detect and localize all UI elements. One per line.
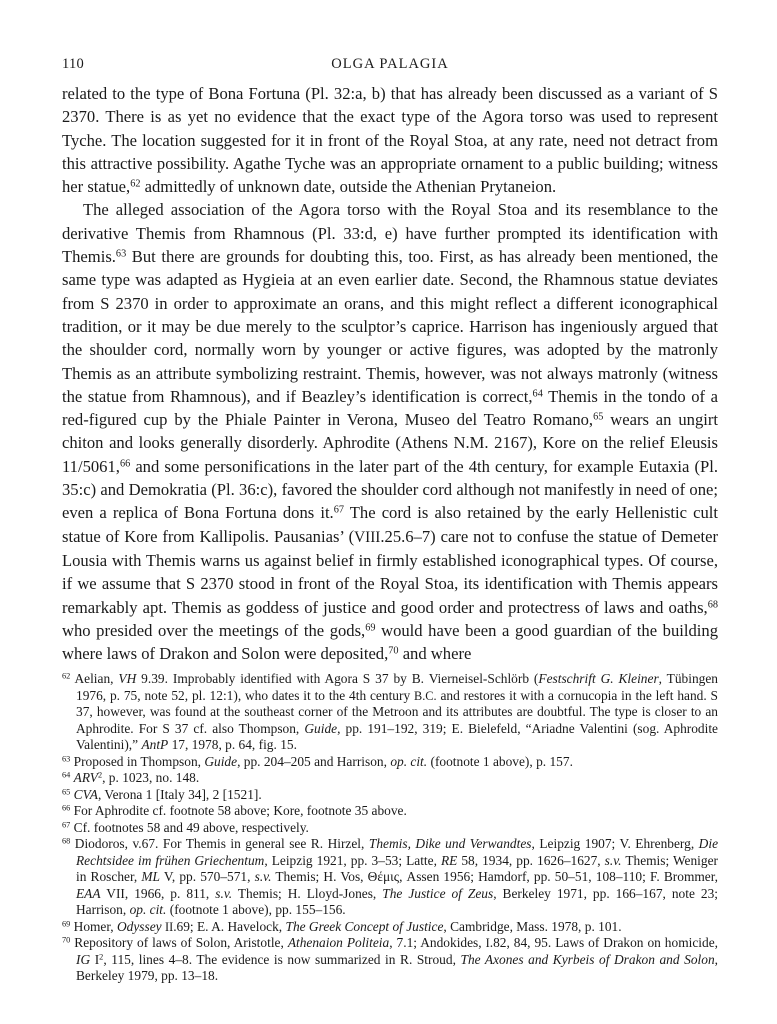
- footnote-69: $^{69}$ Homer, Odyssey II.69; E. A. Havelock, The Greek Concept of Justice, Cambridge, Mass. 1978, p. 101.: [62, 918, 622, 934]
- footnote-68: $^{68}$ Diodoros, v.67. For Themis in general see R. Hirzel, Themis, Dike und Verwandtes, Leipzig 1907; V. Ehrenberg, Die Rechtsidee im frühen Griechentum, Leipzig 1921, pp. 3–53; Latte, RE 58, 1934, pp. 1626–1627, s.v. Themis; Weniger in Roscher, ML V, pp. 570–571, s.v. Themis; H. Vos, Θέμις, Assen 1956; Hamdorf, pp. 50–51, 108–110; F. Brommer, EAA VII, 1966, p. 811, s.v. Themis; H. Lloyd-Jones, The Justice of Zeus, Berkeley 1971, pp. 166–167, note 23; Harrison, op. cit. (footnote 1 above), pp. 155–156.: [62, 836, 719, 918]
- page-number: 110: [62, 56, 85, 72]
- footnote-ref[interactable]: 64: [532, 388, 543, 400]
- footnote-ref[interactable]: 67: [333, 504, 344, 516]
- footnote-ref[interactable]: 70: [388, 645, 399, 657]
- paragraph: The alleged association of the Agora torso with the Royal Stoa and its resemblance to the derivative Themis from Rhamnous (Pl. 33:d, e) have further prompted its identification with Themis.$^{63}$ But there are grounds for doubting this, too. First, as has already been mentioned, the same type was adapted as Hygieia at an even earlier date. Second, the Rhamnous statue deviates from S 2370 in order to approximate an orans, and this might reflect a different iconographical tradition, or it may be due merely to the sculptor’s caprice. Harrison has ingeniously argued that the shoulder cord, normally worn by younger or active figures, was adopted by the matronly Themis as an attribute symbolizing restraint. Themis, however, was not always matronly (witness the statue from Rhamnous), and if Beazley’s identification is correct,$^{64}$ Themis in the tondo of a red-figured cup by the Phiale Painter in Verona, Museo del Teatro Romano,$^{65}$ wears an ungirt chiton and looks generally disorderly. Aphrodite (Athens N.M. 2167), Kore on the relief Eleusis 11/5061,66 and some personifications in the later part of the 4th century, for example Eutaxia (Pl. 35:c) and Demokratia (Pl. 36:c), favored the shoulder cord although not manifestly in need of one; even a replica of Bona Fortuna dons it.$^{67}$ The cord is also retained by the early Hellenistic cult statue of Kore from Kallipolis. Pausanias’ (VIII.25.6–7) care not to confuse the statue of Demeter Lousia with Themis warns us against belief in firmly established iconographical types. Of course, if we assume that S 2370 stood in front of the Royal Stoa, its identification with Themis appears remarkably apt. Themis as goddess of justice and good order and protectress of laws and oaths,$^{68}$ who presided over the meetings of the gods,$^{69}$ would have been a good guardian of the building where laws of Drakon and Solon were deposited,$^{70}$ and where: [62, 200, 719, 664]
- footnote-62: $^{62}$ Aelian, VH 9.39. Improbably identified with Agora S 37 by B. Vierneisel-Schlörb (Festschrift G. Kleiner, Tübingen 1976, p. 75, note 52, pl. 12:1), who dates it to the 4th century B.C. and restores it with a cornucopia in the left hand. S 37, however, was found at the southeast corner of the Metroon and its attributes are doubtful. The type is closer to an Aphrodite. For S 37 cf. also Thompson, Guide, pp. 191–192, 319; E. Bielefeld, “Ariadne Valentini (sog. Aphrodite Valentini),” AntP 17, 1978, p. 64, fig. 15.: [62, 671, 719, 753]
- paragraph: related to the type of Bona Fortuna (Pl. 32:a, b) that has already been discussed as a variant of S 2370. There is as yet no evidence that the exact type of the Agora torso was used to represent Tyche. The location suggested for it in front of the Royal Stoa, at any rate, need not detract from this attractive possibility. Agathe Tyche was an appropriate ornament to a public building; witness her statue,$^{62}$ admittedly of unknown date, outside the Athenian Prytaneion.: [62, 84, 718, 197]
- footnote-ref[interactable]: 63: [115, 248, 127, 260]
- footnote-ref[interactable]: 68: [707, 598, 718, 610]
- footnote-67: $^{67}$ Cf. footnotes 58 and 49 above, respectively.: [62, 819, 309, 835]
- footnote-63: $^{63}$ Proposed in Thompson, Guide, pp. 204–205 and Harrison, op. cit. (footnote 1 above), p. 157.: [62, 753, 573, 769]
- footnote-70: $^{70}$ Repository of laws of Solon, Aristotle, Athenaion Politeia, 7.1; Andokides, I.82, 84, 95. Laws of Drakon on homicide, IG $I^2$, 115, lines 4–8. The evidence is now summarized in R. Stroud, The Axones and Kyrbeis of Drakon and Solon, Berkeley 1979, pp. 13–18.: [62, 935, 718, 984]
- footnotes: [62, 671, 718, 985]
- footnote-65: $^{65}$ CVA, Verona 1 [Italy 34], 2 [1521].: [62, 786, 262, 802]
- footnote-ref[interactable]: 62: [130, 178, 141, 190]
- running-header: [62, 56, 718, 82]
- main-text: [62, 82, 718, 665]
- footnote-ref[interactable]: 69: [365, 622, 376, 634]
- footnote-ref[interactable]: 65: [593, 411, 604, 423]
- footnote-64: $^{64}$ ARV$^2$, p. 1023, no. 148.: [62, 770, 200, 786]
- page: [62, 56, 718, 985]
- footnote-ref[interactable]: 66: [119, 458, 131, 470]
- footnote-66: $^{66}$ For Aphrodite cf. footnote 58 above; Kore, footnote 35 above.: [62, 803, 407, 819]
- running-head-author: OLGA PALAGIA: [331, 56, 449, 72]
